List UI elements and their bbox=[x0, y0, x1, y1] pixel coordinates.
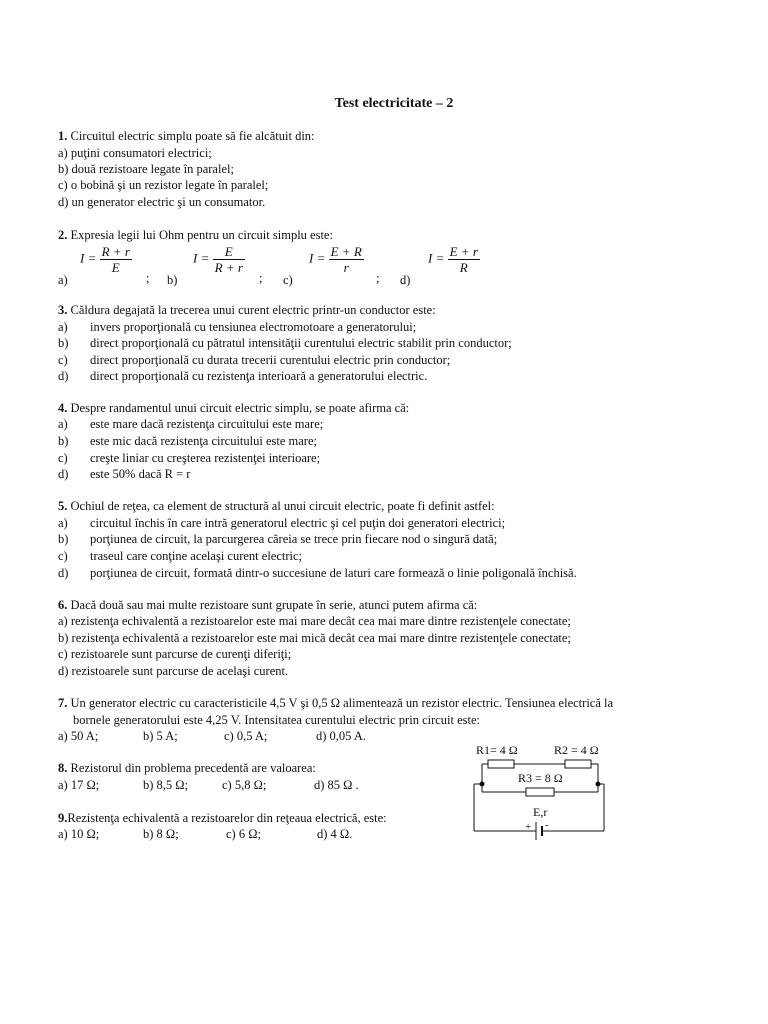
q2-formula-c bbox=[309, 244, 364, 275]
q2-sep-b: ; bbox=[259, 271, 263, 285]
question-number: 2. bbox=[58, 228, 68, 242]
q3-option-c-label: c) bbox=[58, 353, 68, 367]
q6-option-c: c) rezistoarele sunt parcurse de curenţi diferiţi; bbox=[58, 647, 292, 661]
q2-formula-a bbox=[80, 244, 132, 275]
question-number: 4. bbox=[58, 401, 68, 415]
q6-option-a: a) rezistenţa echivalentă a rezistoarelor este mai mare decât cea mai mare dintre rezistenţele conectate; bbox=[58, 614, 571, 628]
denominator: R bbox=[459, 260, 468, 275]
q4-option-a: este mare dacă rezistenţa circuitului este mare; bbox=[90, 417, 324, 431]
page-title: Test electricitate – 2 bbox=[334, 96, 454, 111]
q1-option-b: b) două rezistoare legate în paralel; bbox=[58, 162, 234, 176]
label-r2: R2 = 4 Ω bbox=[554, 743, 599, 757]
q2-sep-a: ; bbox=[146, 271, 150, 285]
question-7 bbox=[58, 695, 613, 711]
q3-option-d-label: d) bbox=[58, 369, 69, 383]
label-minus: - bbox=[545, 819, 549, 831]
denominator: r bbox=[343, 260, 349, 275]
q7-option-b: b) 5 A; bbox=[143, 729, 178, 743]
q4-option-c: creşte liniar cu creşterea rezistenţei interioare; bbox=[90, 451, 321, 465]
label-plus: + bbox=[525, 821, 532, 833]
node-dot bbox=[596, 782, 601, 787]
formula-lhs: I = bbox=[309, 250, 326, 266]
fraction bbox=[213, 244, 245, 275]
question-number: 6. bbox=[58, 598, 68, 612]
q2-sep-c: ; bbox=[376, 271, 380, 285]
q5-option-b: porţiunea de circuit, la parcurgerea căreia se trece prin fiecare nod o singură dată; bbox=[90, 532, 498, 546]
q2-formula-b bbox=[193, 244, 245, 275]
question-number: 7. bbox=[58, 696, 68, 710]
formula-lhs: I = bbox=[193, 250, 210, 266]
q3-option-d: direct proporţională cu rezistenţa interioară a generatorului electric. bbox=[90, 369, 428, 383]
question-text: Expresia legii lui Ohm pentru un circuit simplu este: bbox=[70, 228, 333, 242]
question-text: Ochiul de reţea, ca element de structură al unui circuit electric, poate fi definit astfel: bbox=[70, 499, 495, 513]
q9-option-a: a) 10 Ω; bbox=[58, 827, 100, 841]
q2-label-c: c) bbox=[283, 273, 293, 287]
question-text: Circuitul electric simplu poate să fie alcătuit din: bbox=[70, 129, 315, 143]
question-1 bbox=[58, 128, 315, 144]
q6-option-b: b) rezistenţa echivalentă a rezistoarelor este mai mică decât cea mai mare dintre rezistenţele conectate; bbox=[58, 631, 571, 645]
question-3 bbox=[58, 302, 436, 318]
q3-option-a: invers proporţională cu tensiunea electromotoare a generatorului; bbox=[90, 320, 417, 334]
q6-option-d: d) rezistoarele sunt parcurse de acelaşi curent. bbox=[58, 664, 289, 678]
question-number: 8. bbox=[58, 761, 68, 775]
q5-option-b-label: b) bbox=[58, 532, 69, 546]
question-text: Rezistorul din problema precedentă are valoarea: bbox=[70, 761, 316, 775]
q2-label-b: b) bbox=[167, 273, 178, 287]
question-text: Dacă două sau mai multe rezistoare sunt grupate în serie, atunci putem afirma că: bbox=[70, 598, 478, 612]
denominator: E bbox=[111, 260, 120, 275]
question-text: Căldura degajată la trecerea unui curent electric printr-un conductor este: bbox=[70, 303, 436, 317]
q9-option-d: d) 4 Ω. bbox=[317, 827, 353, 841]
question-6 bbox=[58, 597, 477, 613]
q5-option-d-label: d) bbox=[58, 566, 69, 580]
q3-option-b: direct proporţională cu pătratul intensităţii curentului electric stabilit prin conductor; bbox=[90, 336, 512, 350]
question-number: 1. bbox=[58, 129, 68, 143]
question-9 bbox=[58, 810, 387, 826]
q2-label-d: d) bbox=[400, 273, 411, 287]
q8-option-d: d) 85 Ω . bbox=[314, 778, 359, 792]
q7-option-c: c) 0,5 A; bbox=[224, 729, 268, 743]
resistor-r2 bbox=[565, 760, 591, 768]
question-5 bbox=[58, 498, 495, 514]
q4-option-b-label: b) bbox=[58, 434, 69, 448]
denominator: R + r bbox=[214, 260, 243, 275]
label-r1: R1= 4 Ω bbox=[476, 743, 518, 757]
resistor-r1 bbox=[488, 760, 514, 768]
circuit-diagram bbox=[470, 738, 610, 844]
question-2 bbox=[58, 227, 333, 243]
q5-option-c-label: c) bbox=[58, 549, 68, 563]
q4-option-c-label: c) bbox=[58, 451, 68, 465]
label-r3: R3 = 8 Ω bbox=[518, 771, 563, 785]
numerator: E + r bbox=[449, 244, 478, 259]
q8-option-c: c) 5,8 Ω; bbox=[222, 778, 267, 792]
node-dot bbox=[480, 782, 485, 787]
question-number: 9. bbox=[58, 811, 68, 825]
q9-option-c: c) 6 Ω; bbox=[226, 827, 261, 841]
fraction bbox=[329, 244, 364, 275]
q4-option-b: este mic dacă rezistenţa circuitului este mare; bbox=[90, 434, 317, 448]
formula-lhs: I = bbox=[80, 250, 97, 266]
q3-option-c: direct proporţională cu durata trecerii curentului electric prin conductor; bbox=[90, 353, 451, 367]
q7-option-d: d) 0,05 A. bbox=[316, 729, 366, 743]
numerator: E + R bbox=[330, 244, 362, 259]
q7-option-a: a) 50 A; bbox=[58, 729, 99, 743]
question-7-continued: bornele generatorului este 4,25 V. Intensitatea curentului electric prin circuit este: bbox=[73, 713, 481, 727]
q5-option-a-label: a) bbox=[58, 516, 68, 530]
fraction bbox=[448, 244, 480, 275]
formula-lhs: I = bbox=[428, 250, 445, 266]
q1-option-d: d) un generator electric şi un consumator. bbox=[58, 195, 266, 209]
q2-label-a: a) bbox=[58, 273, 68, 287]
question-number: 5. bbox=[58, 499, 68, 513]
question-text: Despre randamentul unui circuit electric simplu, se poate afirma că: bbox=[70, 401, 410, 415]
numerator: E bbox=[213, 244, 245, 260]
q1-option-a: a) puţini consumatori electrici; bbox=[58, 146, 212, 160]
q2-formula-d bbox=[428, 244, 480, 275]
q4-option-d: este 50% dacă R = r bbox=[90, 467, 191, 481]
q4-option-d-label: d) bbox=[58, 467, 69, 481]
question-text: Un generator electric cu caracteristicile 4,5 V şi 0,5 Ω alimentează un rezistor electric. Tensiunea electrică la bbox=[70, 696, 614, 710]
q3-option-a-label: a) bbox=[58, 320, 68, 334]
q8-option-a: a) 17 Ω; bbox=[58, 778, 100, 792]
q5-option-a: circuitul închis în care intră generatorul electric şi cel puţin doi generatori electrici; bbox=[90, 516, 506, 530]
q3-option-b-label: b) bbox=[58, 336, 69, 350]
q4-option-a-label: a) bbox=[58, 417, 68, 431]
resistor-r3 bbox=[526, 788, 554, 796]
q1-option-c: c) o bobină şi un rezistor legate în paralel; bbox=[58, 178, 269, 192]
question-8 bbox=[58, 760, 316, 776]
q8-option-b: b) 8,5 Ω; bbox=[143, 778, 189, 792]
fraction bbox=[100, 244, 132, 275]
question-text: Rezistenţa echivalentă a rezistoarelor din reţeaua electrică, este: bbox=[67, 811, 387, 825]
q5-option-d: porţiunea de circuit, formată dintr-o succesiune de laturi care formează o linie poligonală închisă. bbox=[90, 566, 577, 580]
label-source: E,r bbox=[533, 805, 548, 819]
numerator: R + r bbox=[101, 244, 130, 259]
question-4 bbox=[58, 400, 409, 416]
q9-option-b: b) 8 Ω; bbox=[143, 827, 179, 841]
question-number: 3. bbox=[58, 303, 68, 317]
q5-option-c: traseul care conţine acelaşi curent electric; bbox=[90, 549, 303, 563]
